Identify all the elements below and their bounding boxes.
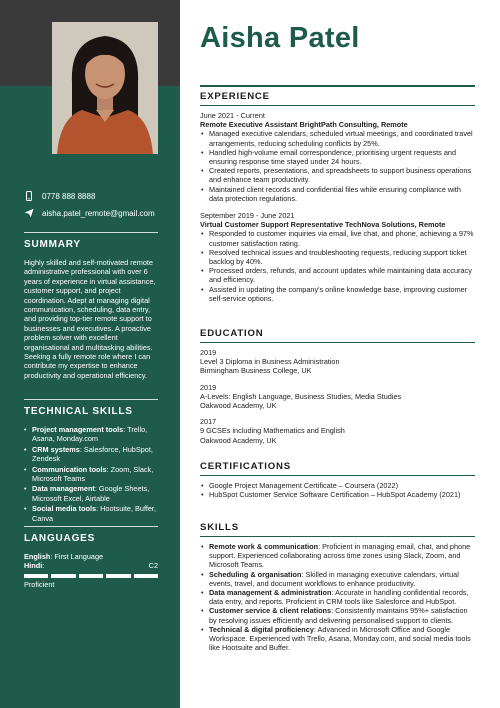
education-entry: 2019 Level 3 Diploma in Business Administration Birmingham Business College, UK [200, 348, 340, 376]
list-item: • Processed orders, refunds, and account updates while maintaining data accuracy and efficiency. [200, 266, 475, 284]
list-item: • Scheduling & organisation: Skilled in managing executive calendars, virtual events, travel, and document workflows to enhance productivity. [200, 570, 475, 588]
job-entry [200, 211, 475, 303]
education-entry: 2019 A-Levels: English Language, Business Studies, Media Studies Oakwood Academy, UK [200, 382, 402, 411]
list-item: • Customer service & client relations: Consistently maintains 95%+ satisfaction by resolving issues efficiently and delivering personalised support to clients. [200, 606, 475, 624]
language-level: C2 [148, 561, 158, 571]
list-item: • Handled high-volume email correspondence, prioritising urgent requests and ensuring response time stayed under 24 hours. [200, 148, 475, 166]
list-item: • Google Project Management Certificate – Coursera (2022) [200, 481, 475, 490]
list-item: • Created reports, presentations, and spreadsheets to support business operations and enhance team productivity. [200, 166, 475, 184]
languages-heading: LANGUAGES [24, 526, 158, 544]
language-proficiency: Proficient [24, 579, 55, 589]
education-heading: EDUCATION [200, 328, 475, 343]
technical-skills-section [24, 399, 158, 524]
job-dates: September 2019 - June 2021 [200, 211, 295, 221]
sidebar [0, 0, 180, 708]
certifications-heading: CERTIFICATIONS [200, 461, 475, 476]
list-item: • Data management: Google Sheets, Microsoft Excel, Airtable [24, 484, 158, 503]
certifications-section [200, 461, 475, 499]
job-title: Remote Executive Assistant BrightPath Consulting, Remote [200, 120, 408, 130]
contact-phone [24, 191, 164, 201]
email-address[interactable]: aisha.patel_remote@gmail.com [42, 208, 155, 218]
list-item: • Project management tools: Trello, Asana, Monday.com [24, 425, 158, 444]
list-item: • Responded to customer inquiries via email, live chat, and phone, achieving a 97% customer satisfaction rating. [200, 229, 475, 247]
job-entry [200, 111, 475, 203]
phone-icon [24, 191, 34, 201]
candidate-name: Aisha Patel [200, 22, 360, 54]
list-item: • Communication tools: Zoom, Slack, Microsoft Teams [24, 465, 158, 484]
experience-section [200, 91, 475, 311]
summary-text: Highly skilled and self-motivated remote administrative professional with over 6 years of experience in virtual assistance, customer support, and project coordination. Adept at managing digital communication, scheduling, data entry, and providing top-tier remote support to businesses and executives. A proactive problem solver with excellent organisational and multitasking abilities. Seeking a fully remote role where I can contribute my expertise to enhance productivity and operational efficiency. [24, 258, 156, 380]
phone-number: 0778 888 8888 [42, 191, 96, 201]
job-title: Virtual Customer Support Representative TechNova Solutions, Remote [200, 220, 446, 230]
profile-photo [52, 22, 158, 154]
skills-section [200, 522, 475, 652]
list-item: • Managed executive calendars, scheduled virtual meetings, and coordinated travel arrangements, reducing scheduling conflicts by 25%. [200, 129, 475, 147]
list-item: • Assisted in updating the company's online knowledge base, improving customer self-service options. [200, 285, 475, 303]
skills-heading: SKILLS [200, 522, 475, 537]
list-item: • Remote work & communication: Proficient in managing email, chat, and phone support. Experienced collaborating across time zones using Slack, Zoom, and Microsoft Teams. [200, 542, 475, 570]
summary-section [24, 232, 158, 380]
send-icon [24, 208, 34, 218]
list-item: • HubSpot Customer Service Software Certification – HubSpot Academy (2021) [200, 490, 475, 499]
summary-heading: SUMMARY [24, 232, 158, 250]
list-item: • Data management & administration: Accurate in handling confidential records, data entry, and reports. Proficient in CRM tools like Salesforce and HubSpot. [200, 588, 475, 606]
languages-section [24, 526, 158, 589]
technical-skills-heading: TECHNICAL SKILLS [24, 399, 158, 417]
list-item: • CRM systems: Salesforce, HubSpot, Zendesk [24, 445, 158, 464]
language-level-bar [24, 574, 158, 578]
contact-email [24, 208, 164, 218]
name-divider [200, 85, 475, 87]
language-english: English: First Language [24, 552, 104, 561]
education-entry: 2017 9 GCSEs including Mathematics and English Oakwood Academy, UK [200, 417, 345, 445]
list-item: • Resolved technical issues and troubleshooting requests, reducing support ticket backlog by 40%. [200, 248, 475, 266]
experience-heading: EXPERIENCE [200, 91, 475, 106]
list-item: • Social media tools: Hootsuite, Buffer, Canva [24, 504, 158, 523]
list-item: • Technical & digital proficiency: Advanced in Microsoft Office and Google Workspace. Experienced with Trello, Asana, Monday.com, and social media tools like Hootsuite and Buffer. [200, 625, 475, 653]
job-dates: June 2021 - Current [200, 111, 265, 120]
list-item: • Maintained client records and confidential files while ensuring compliance with data protection regulations. [200, 185, 475, 203]
education-section [200, 328, 475, 452]
language-hindi: Hindi: C2 [24, 561, 158, 571]
